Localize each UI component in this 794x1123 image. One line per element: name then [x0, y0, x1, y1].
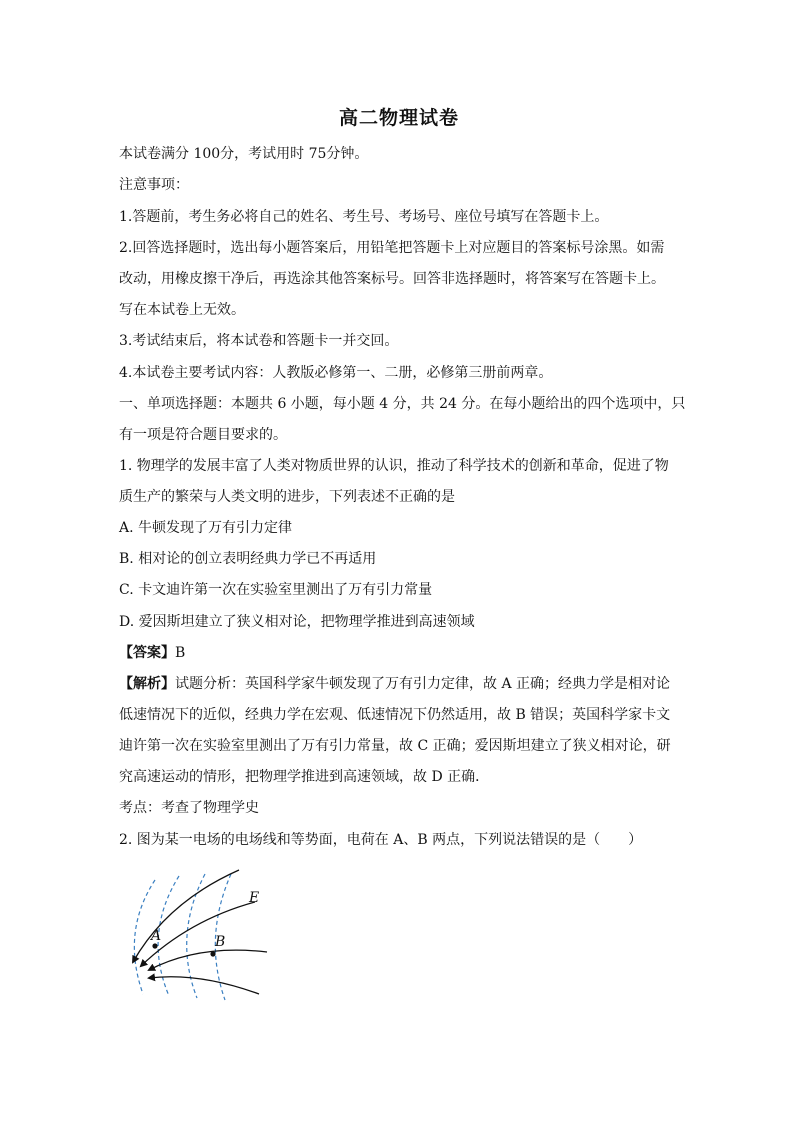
question-2-stem: 2. 图为某一电场的电场线和等势面，电荷在 A、B 两点，下列说法错误的是（ ）: [119, 832, 643, 848]
analysis-text: 试题分析：英国科学家牛顿发现了万有引力定律，故 A 正确；经典力学是相对论: [175, 676, 671, 692]
equipotential-line-2: [158, 876, 179, 996]
notice-item-2: 2.回答选择题时，选出每小题答案后，用铅笔把答题卡上对应题目的答案标号涂黑。如需: [119, 240, 665, 256]
question-1-option-c: C. 卡文迪许第一次在实验室里测出了万有引力常量: [119, 582, 433, 598]
section-heading-line2: 有一项是符合题目要求的。: [119, 427, 287, 443]
question-1-analysis-line4: 究高速运动的情形，把物理学推进到高速领域，故 D 正确．: [119, 769, 490, 785]
question-1-stem-line1: 1. 物理学的发展丰富了人类对物质世界的认识，推动了科学技术的创新和革命，促进了物: [119, 458, 669, 474]
question-1-kaodian: 考点：考查了物理学史: [119, 800, 259, 816]
question-1-option-d: D. 爱因斯坦建立了狭义相对论，把物理学推进到高速领域: [119, 614, 475, 630]
answer-tag: 【答案】: [119, 645, 175, 661]
question-1-stem-line2: 质生产的繁荣与人类文明的进步，下列表述不正确的是: [119, 489, 455, 505]
page-title: 高二物理试卷: [338, 107, 459, 129]
point-b: [210, 951, 215, 956]
question-1-analysis-line3: 迪许第一次在实验室里测出了万有引力常量，故 C 正确；爱因斯坦建立了狭义相对论，研: [119, 738, 671, 754]
field-line-3: [149, 950, 267, 970]
notice-item-3: 3.考试结束后，将本试卷和答题卡一并交回。: [119, 333, 399, 349]
notice-item-1: 1.答题前，考生务必将自己的姓名、考生号、考场号、座位号填写在答题卡上。: [119, 209, 609, 225]
analysis-tag: 【解析】: [119, 676, 175, 692]
notice-heading: 注意事项：: [119, 177, 189, 193]
point-a: [152, 943, 157, 948]
notice-item-2-cont2: 写在本试卷上无效。: [119, 302, 245, 318]
label-b: B: [215, 934, 226, 950]
answer-value: B: [175, 645, 186, 661]
question-1-option-b: B. 相对论的创立表明经典力学已不再适用: [119, 551, 377, 567]
notice-item-4: 4.本试卷主要考试内容：人教版必修第一、二册，必修第三册前两章。: [119, 365, 553, 381]
label-a: A: [151, 928, 162, 944]
intro-text: 本试卷满分 100分，考试用时 75分钟。: [119, 146, 369, 162]
question-1-analysis-line1: [119, 674, 670, 694]
field-diagram-svg: [119, 862, 279, 1002]
notice-item-2-cont: 改动，用橡皮擦干净后，再选涂其他答案标号。回答非选择题时，将答案写在答题卡上。: [119, 271, 665, 287]
label-e: E: [249, 890, 260, 906]
question-1-option-a: A. 牛顿发现了万有引力定律: [119, 520, 293, 536]
section-heading-line1: 一、单项选择题：本题共 6 小题，每小题 4 分，共 24 分。在每小题给出的四个选项中，只: [119, 396, 686, 412]
question-1-analysis-line2: 低速情况下的近似，经典力学在宏观、低速情况下仍然适用，故 B 错误；英国科学家卡文: [119, 707, 671, 723]
electric-field-figure: [119, 862, 279, 1002]
question-1-answer: [119, 643, 185, 663]
